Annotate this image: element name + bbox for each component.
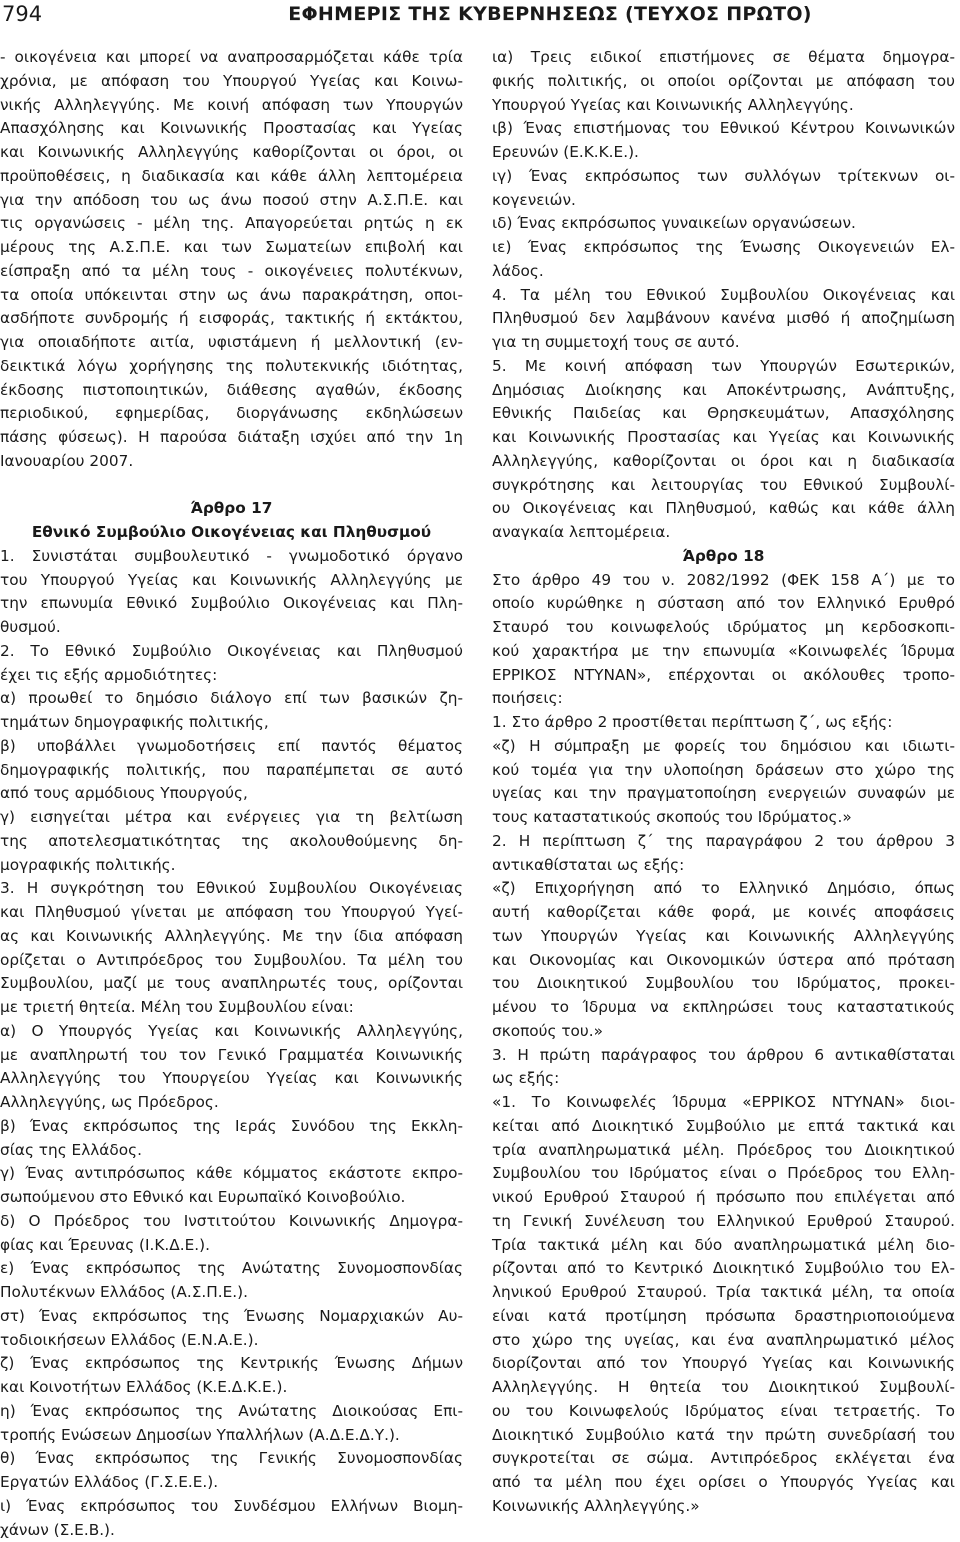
text-line: έχει τις εξής αρμοδιότητες: — [0, 664, 463, 688]
page-number: 794 — [2, 2, 42, 26]
text-line: και Κοινοτήτων Ελλάδος (Κ.Ε.Δ.Κ.Ε.). — [0, 1376, 463, 1400]
text-line: περιοδικού, εφημερίδας, διοργάνωσης εκδηλώσεων — [0, 402, 463, 426]
text-line: «ζ) Η σύμπραξη με φορείς του δημόσιου και ιδιωτι- — [492, 735, 955, 759]
text-line: β) Ένας εκπρόσωπος της Ιεράς Συνόδου της Εκκλη- — [0, 1115, 463, 1139]
text-line: με τριετή θητεία. Μέλη του Συμβουλίου είναι: — [0, 996, 463, 1020]
left-column — [0, 46, 463, 1542]
text-line: ζ) Ένας εκπρόσωπος της Κεντρικής Ένωσης Δήμων — [0, 1352, 463, 1376]
text-line: 1. Συνιστάται συμβουλευτικό - γνωμοδοτικό όργανο — [0, 545, 463, 569]
text-line: ληνικού Ερυθρού Σταυρού. Τρία τακτικά μέλη, τα οποία — [492, 1281, 955, 1305]
article-heading-line: Εθνικό Συμβούλιο Οικογένειας και Πληθυσμού — [0, 521, 463, 545]
text-line: Πληθυσμού δεν λαμβάνουν κανένα μισθό ή αποζημίωση — [492, 307, 955, 331]
text-line: 3. Η πρώτη παράγραφος του άρθρου 6 αντικαθίσταται — [492, 1044, 955, 1068]
text-line: σωπούμενου στο Εθνικό και Ευρωπαϊκό Κοινοβούλιο. — [0, 1186, 463, 1210]
text-line: ου του Κοινωφελούς Ιδρύματος είναι τετραετής. Το — [492, 1400, 955, 1424]
text-line: υγείας και την πραγματοποίηση ενεργειών συναφών με — [492, 782, 955, 806]
text-line: για οποιαδήποτε αιτία, υφιστάμενη ή μελλοντική (εν- — [0, 331, 463, 355]
text-line: τα οποία υπόκεινται στην ως άνω παρακράτηση, οποι- — [0, 284, 463, 308]
text-line: «1. Το Κοινωφελές Ίδρυμα «ΕΡΡΙΚΟΣ ΝΤΥΝΑΝ» διοι- — [492, 1091, 955, 1115]
text-line: από τα μέλη που έχει ορίσει ο Υπουργός Υγείας και — [492, 1471, 955, 1495]
text-line: αντικαθίσταται ως εξής: — [492, 854, 955, 878]
text-line: νικού Ερυθρού Σταυρού ή πρόσωπο που επιλέγεται από — [492, 1186, 955, 1210]
text-line: τη Γενική Συνέλευση του Ελληνικού Ερυθρού Σταυρού. — [492, 1210, 955, 1234]
text-line — [0, 474, 463, 498]
text-line: τημάτων δημογραφικής πολιτικής, — [0, 711, 463, 735]
text-line: μογραφικής πολιτικής. — [0, 854, 463, 878]
text-line: ια) Τρεις ειδικοί επιστήμονες σε θέματα δημογρα- — [492, 46, 955, 70]
text-line: τοδιοικήσεων Ελλάδος (Ε.Ν.Α.Ε.). — [0, 1329, 463, 1353]
text-line: Αλληλεγγύης του Υπουργείου Υγείας και Κοινωνικής — [0, 1067, 463, 1091]
text-line: ας και Κοινωνικής Αλληλεγγύης. Με την ίδια απόφαση — [0, 925, 463, 949]
text-line: των Υπουργών Υγείας και Κοινωνικής Αλληλεγγύης — [492, 925, 955, 949]
text-line: προϋποθέσεις, η διαδικασία και κάθε άλλη λεπτομέρεια — [0, 165, 463, 189]
text-line: με αναπληρωτή του τον Γενικό Γραμματέα Κοινωνικής — [0, 1044, 463, 1068]
text-line: μένου το Ίδρυμα να εκπληρώσει τους καταστατικούς — [492, 996, 955, 1020]
text-line: τρία αναπληρωματικά μέλη. Πρόεδρος του Διοικητικού — [492, 1139, 955, 1163]
text-line: Πολυτέκνων Ελλάδος (Α.Σ.Π.Ε.). — [0, 1281, 463, 1305]
text-line: νικής Αλληλεγγύης. Με κοινή απόφαση των Υπουργών — [0, 94, 463, 118]
text-line: ρίζονται από το Κεντρικό Διοικητικό Συμβούλιο του Ελ- — [492, 1257, 955, 1281]
text-line: και Οικονομίας και Οικονομικών ύστερα από πρόταση — [492, 949, 955, 973]
text-line: Υπουργού Υγείας και Κοινωνικής Αλληλεγγύης. — [492, 94, 955, 118]
text-line: η) Ένας εκπρόσωπος της Ανώτατης Διοικούσας Επι- — [0, 1400, 463, 1424]
text-line: «ζ) Επιχορήγηση από το Ελληνικό Δημόσιο, όπως — [492, 877, 955, 901]
text-line: μέρους της Α.Σ.Π.Ε. και των Σωματείων επιβολή και — [0, 236, 463, 260]
text-line: ιγ) Ένας εκπρόσωπος των συλλόγων τρίτεκνων οι- — [492, 165, 955, 189]
text-line: Αλληλεγγύης, καθορίζονται οι όροι και η διαδικασία — [492, 450, 955, 474]
text-line: γ) Ένας αντιπρόσωπος κάθε κόμματος εκάστοτε εκπρο- — [0, 1162, 463, 1186]
text-line: Σταυρό του κοινωφελούς ιδρύματος μη κερδοσκοπι- — [492, 616, 955, 640]
text-line: τροπής Ενώσεων Δημοσίων Υπαλλήλων (Α.Δ.Ε.Δ.Υ.). — [0, 1424, 463, 1448]
text-line: ι) Ένας εκπρόσωπος του Συνδέσμου Ελλήνων Βιομη- — [0, 1495, 463, 1519]
text-line: τους καταστατικούς σκοπούς του Ιδρύματος.» — [492, 806, 955, 830]
text-line: δημογραφικής πολιτικής, που παραπέμπεται σε αυτό — [0, 759, 463, 783]
text-line: Εθνικής Παιδείας και Θρησκευμάτων, Απασχόλησης — [492, 402, 955, 426]
text-line: του Υπουργού Υγείας και Κοινωνικής Αλληλεγγύης με — [0, 569, 463, 593]
text-line: φικής πολιτικής, οι οποίοι ορίζονται με απόφαση του — [492, 70, 955, 94]
text-line: Διοικητικό Συμβούλιο κατά την πρώτη συνεδρίασή του — [492, 1424, 955, 1448]
text-line: συγκροτείται σε σώμα. Αντιπρόεδρος εκλέγεται ένα — [492, 1447, 955, 1471]
text-line: χάνων (Σ.Ε.Β.). — [0, 1519, 463, 1542]
text-line: ΕΡΡΙΚΟΣ ΝΤΥΝΑΝ», επέρχονται οι ακόλουθες τροπο- — [492, 664, 955, 688]
text-line: α) Ο Υπουργός Υγείας και Κοινωνικής Αλληλεγγύης, — [0, 1020, 463, 1044]
text-line: ως εξής: — [492, 1067, 955, 1091]
text-line: τις οργανώσεις - μέλη της. Απαγορεύεται ρητώς η εκ — [0, 212, 463, 236]
text-line: στ) Ένας εκπρόσωπος της Ένωσης Νομαρχιακών Αυ- — [0, 1305, 463, 1329]
text-line: Συμβουλίου, μαζί με τους αναπληρωτές τους, ορίζονται — [0, 972, 463, 996]
text-line: Ερευνών (Ε.Κ.Κ.Ε.). — [492, 141, 955, 165]
text-line: και Κοινωνικής Προστασίας και Υγείας και Κοινωνικής — [492, 426, 955, 450]
article-heading-line: Άρθρο 18 — [492, 545, 955, 569]
text-line: 5. Με κοινή απόφαση των Υπουργών Εσωτερικών, — [492, 355, 955, 379]
text-line: Εργατών Ελλάδος (Γ.Σ.Ε.Ε.). — [0, 1471, 463, 1495]
text-line: ιβ) Ένας επιστήμονας του Εθνικού Κέντρου Κοινωνικών — [492, 117, 955, 141]
text-line: Ιανουαρίου 2007. — [0, 450, 463, 474]
text-line: κού χαρακτήρα με την επωνυμία «Κοινωφελές Ίδρυμα — [492, 640, 955, 664]
text-line: έκδοσης πιστοποιητικών, διάθεσης αγαθών, έκδοσης — [0, 379, 463, 403]
text-line: λάδος. — [492, 260, 955, 284]
text-line: 1. Στο άρθρο 2 προστίθεται περίπτωση ζ΄, ως εξής: — [492, 711, 955, 735]
text-line: πάσης φύσεως). Η παρούσα διάταξη ισχύει από την 1η — [0, 426, 463, 450]
text-line: είσπραξη από τα μέλη τους - οικογένειες πολυτέκνων, — [0, 260, 463, 284]
text-line: από τους αρμόδιους Υπουργούς, — [0, 782, 463, 806]
text-line: Συμβουλίου του Ιδρύματος είναι ο Πρόεδρος του Ελλη- — [492, 1162, 955, 1186]
text-line: α) προωθεί το δημόσιο διάλογο επί των βασικών ζη- — [0, 687, 463, 711]
text-line: της αποτελεσματικότητας της ακολουθούμενης δη- — [0, 830, 463, 854]
article-heading-line: Άρθρο 17 — [0, 497, 463, 521]
text-line: Στο άρθρο 49 του ν. 2082/1992 (ΦΕΚ 158 Α΄) με το — [492, 569, 955, 593]
text-line: συγκρότησης και λειτουργίας του Εθνικού Συμβουλί- — [492, 474, 955, 498]
page-header — [0, 0, 960, 30]
text-line: δ) Ο Πρόεδρος του Ινστιτούτου Κοινωνικής Δημογρα- — [0, 1210, 463, 1234]
text-line: σκοπούς του.» — [492, 1020, 955, 1044]
text-line: δεικτικά λόγω χορήγησης της πολυτεκνικής ιδιότητας, — [0, 355, 463, 379]
text-line: του Διοικητικού Συμβουλίου του Ιδρύματος, προκει- — [492, 972, 955, 996]
text-line: αυτή καθορίζεται κάθε φορά, με κοινές αποφάσεις — [492, 901, 955, 925]
text-line: γ) εισηγείται μέτρα και ενέργειες για τη βελτίωση — [0, 806, 463, 830]
text-line: ασδήποτε συνδρομής ή εισφοράς, τακτικής ή εκτάκτου, — [0, 307, 463, 331]
text-line: Δημόσιας Διοίκησης και Αποκέντρωσης, Ανάπτυξης, — [492, 379, 955, 403]
text-line: β) υποβάλλει γνωμοδοτήσεις επί παντός θέματος — [0, 735, 463, 759]
text-line: ου Οικογένειας και Πληθυσμού, καθώς και κάθε άλλη — [492, 497, 955, 521]
text-line: κείται από Διοικητικό Συμβούλιο με επτά τακτικά και — [492, 1115, 955, 1139]
text-line: χρόνια, με απόφαση του Υπουργού Υγείας και Κοινω- — [0, 70, 463, 94]
text-line: Κοινωνικής Αλληλεγγύης.» — [492, 1495, 955, 1519]
text-line: 2. Το Εθνικό Συμβούλιο Οικογένειας και Πληθυσμού — [0, 640, 463, 664]
text-line: Αλληλεγγύης. Η θητεία του Διοικητικού Συμβουλί- — [492, 1376, 955, 1400]
text-line: για την απόδοση του ως άνω ποσού στην Α.Σ.Π.Ε. και — [0, 189, 463, 213]
text-line: θυσμού. — [0, 616, 463, 640]
text-line: 2. Η περίπτωση ζ΄ της παραγράφου 2 του άρθρου 3 — [492, 830, 955, 854]
text-line: θ) Ένας εκπρόσωπος της Γενικής Συνομοσπονδίας — [0, 1447, 463, 1471]
text-line: και Κοινωνικής Αλληλεγγύης καθορίζονται οι όροι, οι — [0, 141, 463, 165]
text-line: φίας και Έρευνας (Ι.Κ.Δ.Ε.). — [0, 1234, 463, 1258]
text-line: Αλληλεγγύης, ως Πρόεδρος. — [0, 1091, 463, 1115]
text-line: - οικογένεια και μπορεί να αναπροσαρμόζεται κάθε τρία — [0, 46, 463, 70]
right-column — [492, 46, 955, 1519]
text-line: και Πληθυσμού γίνεται με απόφαση του Υπουργού Υγεί- — [0, 901, 463, 925]
text-line: ποιήσεις: — [492, 687, 955, 711]
text-line: οποίο κυρώθηκε η σύσταση από τον Ελληνικό Ερυθρό — [492, 592, 955, 616]
text-line: κογενειών. — [492, 189, 955, 213]
text-line: στο χώρο της υγείας, και ένα αναπληρωματικό μέλος — [492, 1329, 955, 1353]
text-line: κού τομέα για την υλοποίηση δράσεων στο χώρο της — [492, 759, 955, 783]
text-line: σίας της Ελλάδος. — [0, 1139, 463, 1163]
text-line: ε) Ένας εκπρόσωπος της Ανώτατης Συνομοσπονδίας — [0, 1257, 463, 1281]
text-line: είναι κατά προτίμηση πρόσωπα δραστηριοποιούμενα — [492, 1305, 955, 1329]
text-line: ιδ) Ένας εκπρόσωπος γυναικείων οργανώσεων. — [492, 212, 955, 236]
text-line: Απασχόλησης και Κοινωνικής Προστασίας και Υγείας — [0, 117, 463, 141]
text-line: την επωνυμία Εθνικό Συμβούλιο Οικογένειας και Πλη- — [0, 592, 463, 616]
text-line: ιε) Ένας εκπρόσωπος της Ένωσης Οικογενειών Ελ- — [492, 236, 955, 260]
text-line: διορίζονται από τον Υπουργό Υγείας και Κοινωνικής — [492, 1352, 955, 1376]
text-line: ορίζεται ο Αντιπρόεδρος του Συμβουλίου. Τα μέλη του — [0, 949, 463, 973]
running-title: ΕΦΗΜΕΡΙΣ ΤΗΣ ΚΥΒΕΡΝΗΣΕΩΣ (ΤΕΥΧΟΣ ΠΡΩΤΟ) — [200, 2, 900, 26]
text-line: αναγκαία λεπτομέρεια. — [492, 521, 955, 545]
text-line: Τρία τακτικά μέλη και δύο αναπληρωματικά μέλη διο- — [492, 1234, 955, 1258]
text-line: 3. Η συγκρότηση του Εθνικού Συμβουλίου Οικογένειας — [0, 877, 463, 901]
text-line: για τη συμμετοχή τους σε αυτό. — [492, 331, 955, 355]
text-line: 4. Τα μέλη του Εθνικού Συμβουλίου Οικογένειας και — [492, 284, 955, 308]
